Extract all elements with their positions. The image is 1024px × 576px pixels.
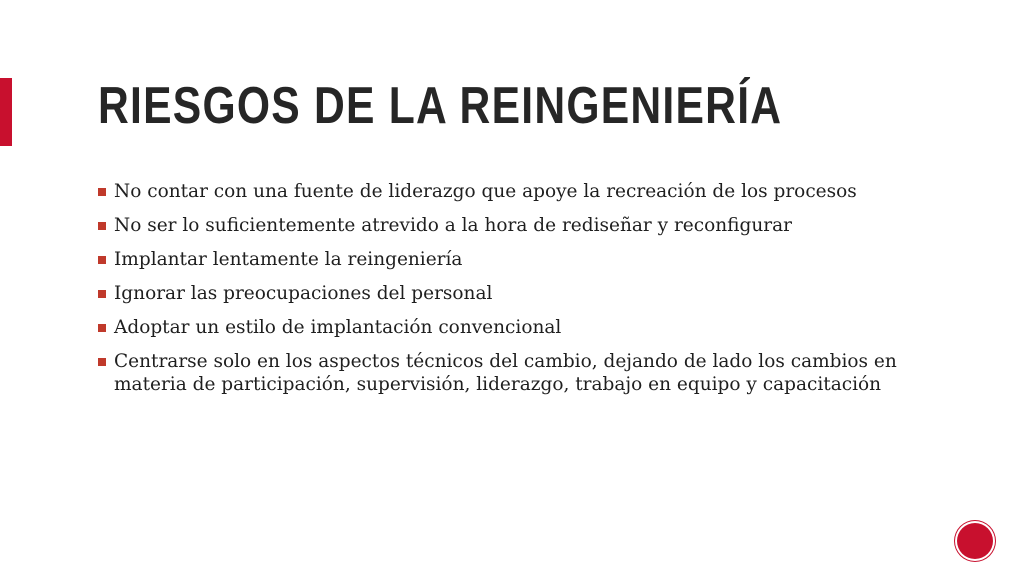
bullet-text: Adoptar un estilo de implantación convencional xyxy=(114,317,562,338)
square-bullet-icon xyxy=(98,256,106,264)
bullet-item xyxy=(98,214,918,237)
bullet-list xyxy=(98,180,918,407)
bullet-item xyxy=(98,350,918,396)
bullet-item xyxy=(98,282,918,305)
square-bullet-icon xyxy=(98,222,106,230)
bullet-text: No contar con una fuente de liderazgo que apoye la recreación de los procesos xyxy=(114,181,857,202)
bullet-item xyxy=(98,180,918,203)
accent-bar xyxy=(0,78,12,146)
slide-title: RIESGOS DE LA REINGENIERÍA xyxy=(98,77,783,135)
bullet-text: Centrarse solo en los aspectos técnicos del cambio, dejando de lado los cambios en materia de participación, supervisión, liderazgo, trabajo en equipo y capacitación xyxy=(114,351,897,395)
bullet-text: No ser lo suficientemente atrevido a la hora de rediseñar y reconfigurar xyxy=(114,215,792,236)
square-bullet-icon xyxy=(98,324,106,332)
bullet-text: Implantar lentamente la reingeniería xyxy=(114,249,463,270)
bullet-item xyxy=(98,248,918,271)
square-bullet-icon xyxy=(98,290,106,298)
bullet-text: Ignorar las preocupaciones del personal xyxy=(114,283,493,304)
square-bullet-icon xyxy=(98,188,106,196)
bullet-item xyxy=(98,316,918,339)
square-bullet-icon xyxy=(98,358,106,366)
page-number-badge xyxy=(957,523,993,559)
